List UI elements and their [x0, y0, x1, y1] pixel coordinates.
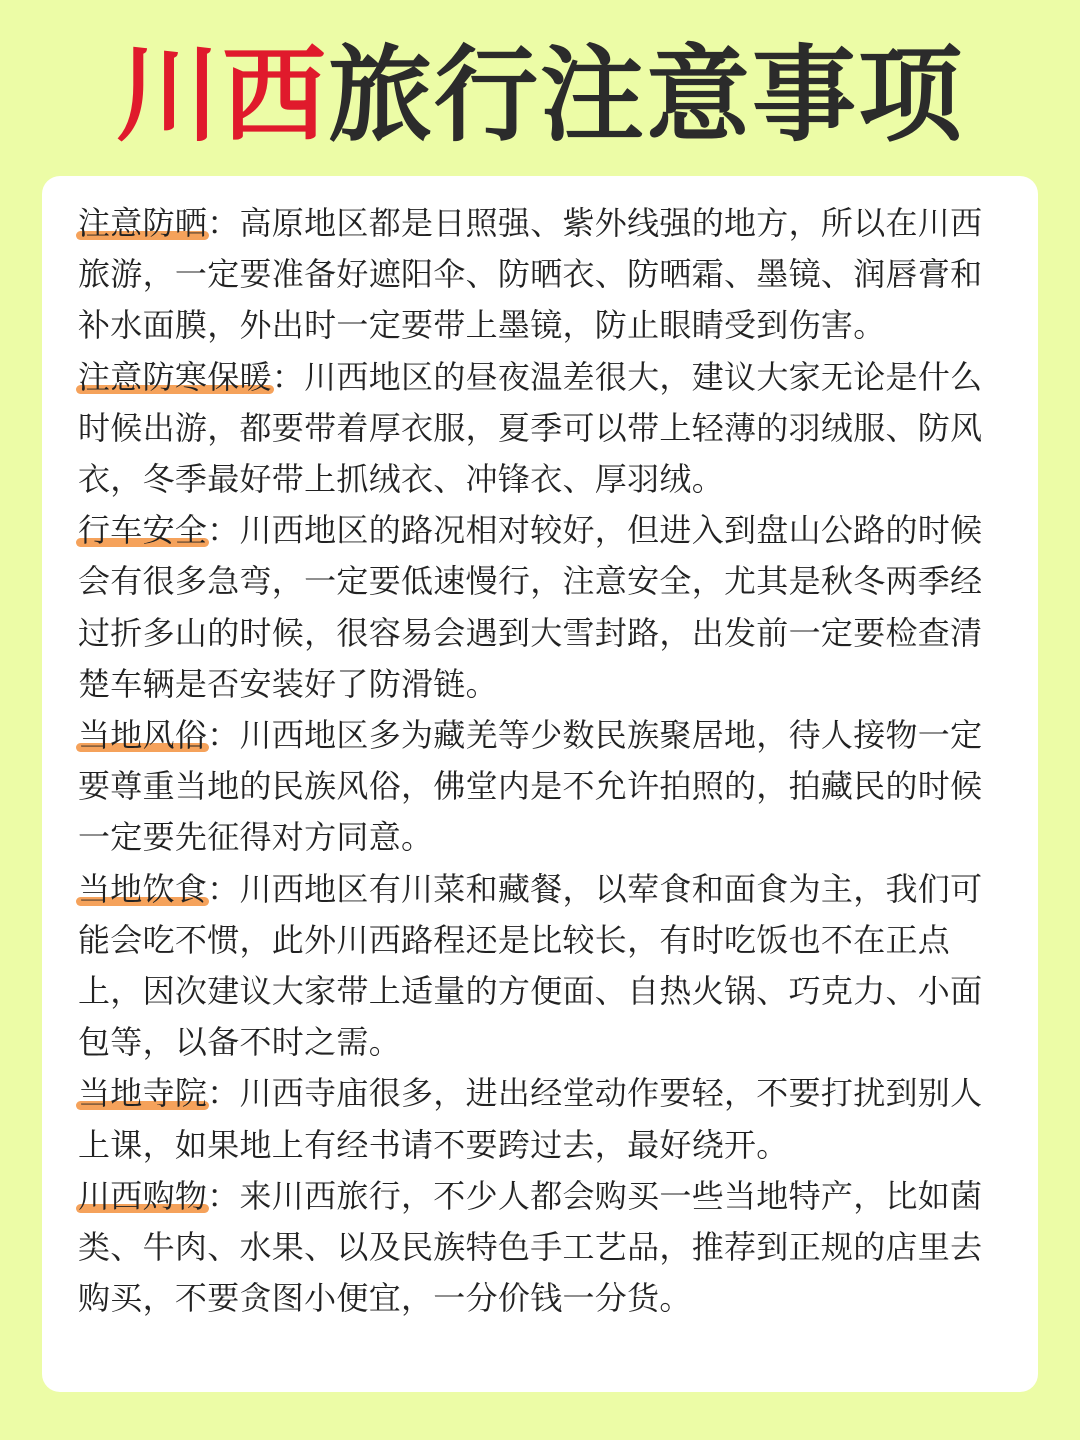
section-local-customs	[78, 710, 1012, 864]
section-local-food	[78, 864, 1012, 1069]
section-local-temples	[78, 1068, 1012, 1170]
section-label: 当地寺院	[78, 1074, 208, 1113]
section-shopping	[78, 1171, 1012, 1325]
section-text: ：高原地区都是日照强、紫外线强的地方，所以在川西旅游，一定要准备好遮阳伞、防晒衣、防晒霜、墨镜、润唇膏和补水面膜，外出时一定要带上墨镜，防止眼睛受到伤害。	[78, 204, 983, 345]
section-sunscreen	[78, 198, 1012, 352]
title-rest: 旅行注意事项	[328, 34, 965, 156]
section-text: ：来川西旅行，不少人都会购买一些当地特产，比如菌类、牛肉、水果、以及民族特色手工艺品，推荐到正规的店里去购买，不要贪图小便宜，一分价钱一分货。	[78, 1176, 983, 1318]
page-title	[0, 30, 1080, 160]
section-text: ：川西地区有川菜和藏餐，以荤食和面食为主，我们可能会吃不惯，此外川西路程还是比较长，有时吃饭也不在正点上，因次建议大家带上适量的方便面、自热火锅、巧克力、小面包等，以备不时之需。	[78, 869, 983, 1062]
section-label: 当地风俗	[78, 716, 208, 755]
title-accent: 川西	[115, 34, 328, 156]
section-driving-safety	[78, 505, 1012, 710]
section-text: ：川西寺庙很多，进出经堂动作要轻，不要打扰到别人上课，如果地上有经书请不要跨过去，最好绕开。	[78, 1074, 983, 1164]
section-label: 当地饮食	[78, 869, 208, 908]
section-label: 行车安全	[78, 511, 208, 550]
section-label: 注意防晒	[78, 204, 208, 242]
section-label: 注意防寒保暖	[78, 357, 272, 396]
section-text: ：川西地区多为藏羌等少数民族聚居地，待人接物一定要尊重当地的民族风俗，佛堂内是不允许拍照的，拍藏民的时候一定要先征得对方同意。	[78, 716, 983, 857]
section-text: ：川西地区的路况相对较好，但进入到盘山公路的时候会有很多急弯，一定要低速慢行，注意安全，尤其是秋冬两季经过折多山的时候，很容易会遇到大雪封路，出发前一定要检查清楚车辆是否安装好了防滑链。	[78, 511, 983, 703]
content-card	[42, 176, 1038, 1392]
section-label: 川西购物	[78, 1176, 208, 1215]
section-text: ：川西地区的昼夜温差很大，建议大家无论是什么时候出游，都要带着厚衣服，夏季可以带上轻薄的羽绒服、防风衣，冬季最好带上抓绒衣、冲锋衣、厚羽绒。	[78, 357, 983, 499]
section-warmth	[78, 352, 1012, 506]
